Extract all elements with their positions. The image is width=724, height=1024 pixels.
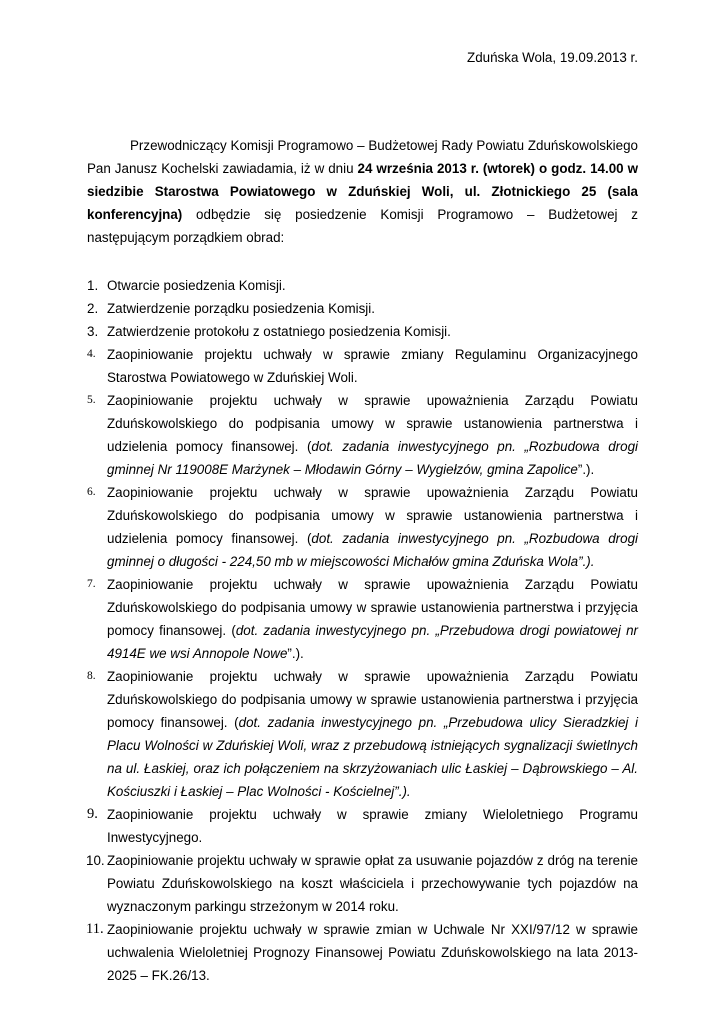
agenda-number: 9.: [87, 806, 98, 822]
agenda-item-3: [87, 320, 638, 343]
intro-text-2: odbędzie się posiedzenie Komisji Programowo – Budżetowej z następującym porządkiem obrad:: [87, 207, 638, 245]
agenda-number: 3.: [87, 324, 99, 339]
agenda-item-8: [87, 665, 638, 803]
agenda-number: 7.: [87, 578, 96, 590]
intro-text-1: Przewodniczący Komisji Programowo – Budżetowej Rady Powiatu Zduńskowolskiego Pan Janusz Kochelski zawiadamia, iż w dniu: [87, 138, 638, 176]
agenda-number: 5.: [87, 394, 96, 406]
agenda-italic: dot. zadania inwestycyjnego pn. „Przebudowa ulicy Sieradzkiej i Placu Wolności w Zduńskiej Woli, wraz z przebudową istniejących sygnalizacji świetlnych na ul. Łaskiej, oraz ich połączeniem na skrzyżowaniach ulic Łaskiej – Dąbrowskiego – Al. Kościuszki i Łaskiej – Plac Wolności - Kościelnej”.).: [107, 715, 638, 799]
agenda-text: Otwarcie posiedzenia Komisji.: [107, 278, 286, 293]
agenda-italic: dot. zadania inwestycyjnego pn. „Rozbudowa drogi gminnej Nr 119008E Marżynek – Młodawin Górny – Wygiełzów, gmina Zapolice: [107, 439, 638, 477]
agenda-number: 2.: [87, 301, 99, 316]
agenda-item-2: [87, 297, 638, 320]
agenda-text: Zatwierdzenie porządku posiedzenia Komisji.: [107, 301, 375, 316]
agenda-text: Zatwierdzenie protokołu z ostatniego posiedzenia Komisji.: [107, 324, 451, 339]
agenda-text: Zaopiniowanie projektu uchwały w sprawie opłat za usuwanie pojazdów z dróg na terenie Powiatu Zduńskowolskiego na koszt właściciela i przechowywanie tych pojazdów na wyznaczonym parkingu strzeżonym w 2014 roku.: [107, 853, 638, 914]
agenda-text: Zaopiniowanie projektu uchwały w sprawie upoważnienia Zarządu Powiatu Zduńskowolskiego do podpisania umowy w sprawie ustanowienia partnerstwa i przyjęcia pomocy finansowej. (: [107, 669, 638, 730]
agenda-number: 6.: [87, 486, 96, 498]
agenda-tail: ”.).: [577, 462, 595, 477]
agenda-italic: dot. zadania inwestycyjnego pn. „Przebudowa drogi powiatowej nr 4914E we wsi Annopole Nowe: [107, 623, 638, 661]
intro-paragraph: [87, 134, 638, 249]
agenda-item-1: [87, 274, 638, 297]
place-date: Zduńska Wola, 19.09.2013 r.: [467, 50, 638, 65]
agenda-list: [87, 274, 638, 987]
agenda-item-5: [87, 389, 638, 481]
agenda-text: Zaopiniowanie projektu uchwały w sprawie zmiany Wieloletniego Programu Inwestycyjnego.: [107, 807, 638, 845]
agenda-item-11: [87, 918, 638, 987]
agenda-number: 10.: [86, 853, 105, 868]
agenda-text: Zaopiniowanie projektu uchwały w sprawie zmiany Regulaminu Organizacyjnego Starostwa Powiatowego w Zduńskiej Woli.: [107, 347, 638, 385]
agenda-number: 11.: [86, 921, 104, 937]
agenda-tail: ”.).: [287, 646, 304, 661]
agenda-item-7: [87, 573, 638, 665]
agenda-item-10: [87, 849, 638, 918]
agenda-item-4: [87, 343, 638, 389]
agenda-text: Zaopiniowanie projektu uchwały w sprawie upoważnienia Zarządu Powiatu Zduńskowolskiego do podpisania umowy w sprawie ustanowienia partnerstwa i przyjęcia pomocy finansowej. (: [107, 577, 638, 638]
agenda-number: 8.: [87, 670, 96, 682]
agenda-number: 4.: [87, 348, 96, 360]
agenda-text: Zaopiniowanie projektu uchwały w sprawie upoważnienia Zarządu Powiatu Zduńskowolskiego do podpisania umowy w sprawie ustanowienia partnerstwa i udzielenia pomocy finansowej. (: [107, 485, 638, 546]
agenda-item-9: [87, 803, 638, 849]
agenda-number: 1.: [87, 278, 99, 293]
agenda-item-6: [87, 481, 638, 573]
intro-bold-details: 24 września 2013 r. (wtorek) o godz. 14.00 w siedzibie Starostwa Powiatowego w Zduńskiej Woli, ul. Złotnickiego 25 (sala konferencyjna): [87, 161, 638, 222]
agenda-italic: dot. zadania inwestycyjnego pn. „Rozbudowa drogi gminnej o długości - 224,50 mb w miejscowości Michałów gmina Zduńska Wola”.).: [107, 531, 638, 569]
agenda-text: Zaopiniowanie projektu uchwały w sprawie upoważnienia Zarządu Powiatu Zduńskowolskiego do podpisania umowy w sprawie ustanowienia partnerstwa i udzielenia pomocy finansowej. (: [107, 393, 638, 454]
agenda-text: Zaopiniowanie projektu uchwały w sprawie zmian w Uchwale Nr XXI/97/12 w sprawie uchwalenia Wieloletniej Prognozy Finansowej Powiatu Zduńskowolskiego na lata 2013-2025 – FK.26/13.: [107, 922, 638, 983]
